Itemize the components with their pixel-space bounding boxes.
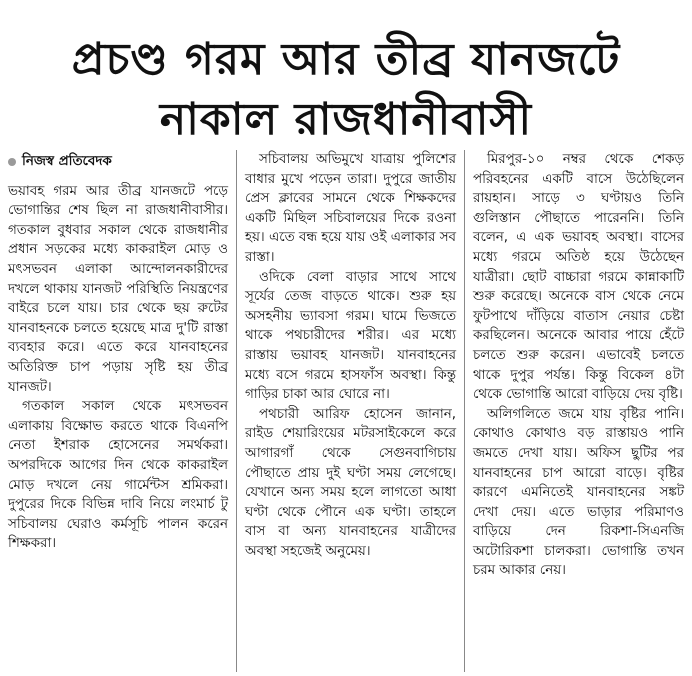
headline [0,31,692,151]
column-3 [464,150,686,672]
paragraph: ওদিকে বেলা বাড়ার সাথে সাথে সূর্যের তেজ বাড়তে থাকে। শুরু হয় অসহনীয় ভ্যাবসা গরম। ঘামে ভিজতে থাকে পথচারীদের শরীর। এর মধ্যে রাস্তায় ভয়াবহ যানজট। যানবাহনের মধ্যে বসে গরমে হাসফাঁস অবস্থা। কিন্তু গাড়ির চাকা আর ঘোরে না। [245,269,456,403]
bullet-icon [8,158,16,166]
paragraph: সচিবালয় অভিমুখে যাত্রায় পুলিশের বাধার মুখে পড়েন তারা। দুপুরে জাতীয় প্রেস ক্লাবের সামনে থেকে শিক্ষকদের একটি মিছিল সচিবালয়ের দিকে রওনা হয়। এতে বন্ধ হয়ে যায় ওই এলাকার সব রাস্তা। [245,152,456,265]
article-columns [6,150,686,672]
paragraph: ভয়াবহ গরম আর তীব্র যানজটে পড়ে ভোগান্তির শেষ ছিল না রাজধানীবাসীর। গতকাল বুধবার সকাল থেকে রাজধানীর প্রধান সড়কের মধ্যে কাকরাইল মোড় ও মৎসভবন এলাকা আন্দোলনকারীদের দখলে থাকায় যানজট পরিস্থিতি নিয়ন্ত্রণের বাইরে চলে যায়। চার থেকে ছয় রুটের যানবাহনকে চলতে হয়েছে মাত্র দু'টি রাস্তা ব্যবহার করে। এতে করে যানবাহনের অতিরিক্ত চাপ পড়ায় সৃষ্টি হয় তীব্র যানজট। [8,183,228,395]
column-1 [6,150,236,672]
byline [8,152,228,172]
byline-text: নিজস্ব প্রতিবেদক [22,154,112,169]
paragraph: পথচারী আরিফ হোসেন জানান, রাইড শেয়ারিংয়ের মটরসাইকেলে করে আগারগাঁ থেকে সেগুনবাগিচায় পৌছাতে প্রায় দুই ঘণ্টা সময় লেগেছে। যেখানে অন্য সময় হলে লাগতো আধা ঘণ্টা থেকে পৌনে এক ঘণ্টা। তাহলে বাস বা অন্য যানবাহনের যাত্রীদের অবস্থা সহজেই অনুমেয়। [245,406,456,559]
headline-line-1: প্রচণ্ড গরম আর তীব্র যানজটে [71,34,621,86]
headline-line-2: নাকাল রাজধানীবাসী [159,94,533,146]
paragraph: অলিগলিতে জমে যায় বৃষ্টির পানি। কোথাও কোথাও বড় রাস্তায়ও পানি জমতে দেখা যায়। অফিস ছুটির পর যানবাহনের চাপ আরো বাড়ে। বৃষ্টির কারণে এমনিতেই যানবাহনের সঙ্কট দেখা দেয়। এতে ভাড়ার পরিমাণও বাড়িয়ে দেন রিকশা-সিএনজি অটোরিকশা চালকরা। ভোগান্তি তখন চরম আকার নেয়। [473,406,684,579]
paragraph: মিরপুর-১০ নম্বর থেকে শেকড় পরিবহনের একটি বাসে উঠেছিলেন রায়হান। সাড়ে ৩ ঘণ্টায়ও তিনি গুলিস্তান পৌছাতে পারেননি। তিনি বলেন, এ এক ভয়াবহ অবস্থা। বাসের মধ্যে গরমে অতিষ্ঠ হয়ে উঠেছেন যাত্রীরা। ছোট বাচ্চারা গরমে কান্নাকাটি শুরু করেছে। অনেকে বাস থেকে নেমে ফুটপাথে দাঁড়িয়ে বাতাস নেয়ার চেষ্টা করছিলেন। অনেকে আবার পায়ে হেঁটে চলতে শুরু করেন। এভাবেই চলতে থাকে দুপুর পর্যন্ত। কিন্তু বিকেল ৪টা থেকে ভোগান্তি আরো বাড়িয়ে দেয় বৃষ্টি। [473,152,684,403]
column-2 [236,150,464,672]
paragraph: গতকাল সকাল থেকে মৎসভবন এলাকায় বিক্ষোভ করতে থাকে বিএনপি নেতা ইশরাক হোসেনের সমর্থকরা। অপরদিকে আগের দিন থেকে কাকরাইল মোড় দখলে নেয় গার্মেন্টস শ্রমিকরা। দুপুরের দিকে বিভিন্ন দাবি নিয়ে লংমার্চ টু সচিবালয় ঘেরাও কর্মসূচি পালন করেন শিক্ষকরা। [8,399,228,552]
